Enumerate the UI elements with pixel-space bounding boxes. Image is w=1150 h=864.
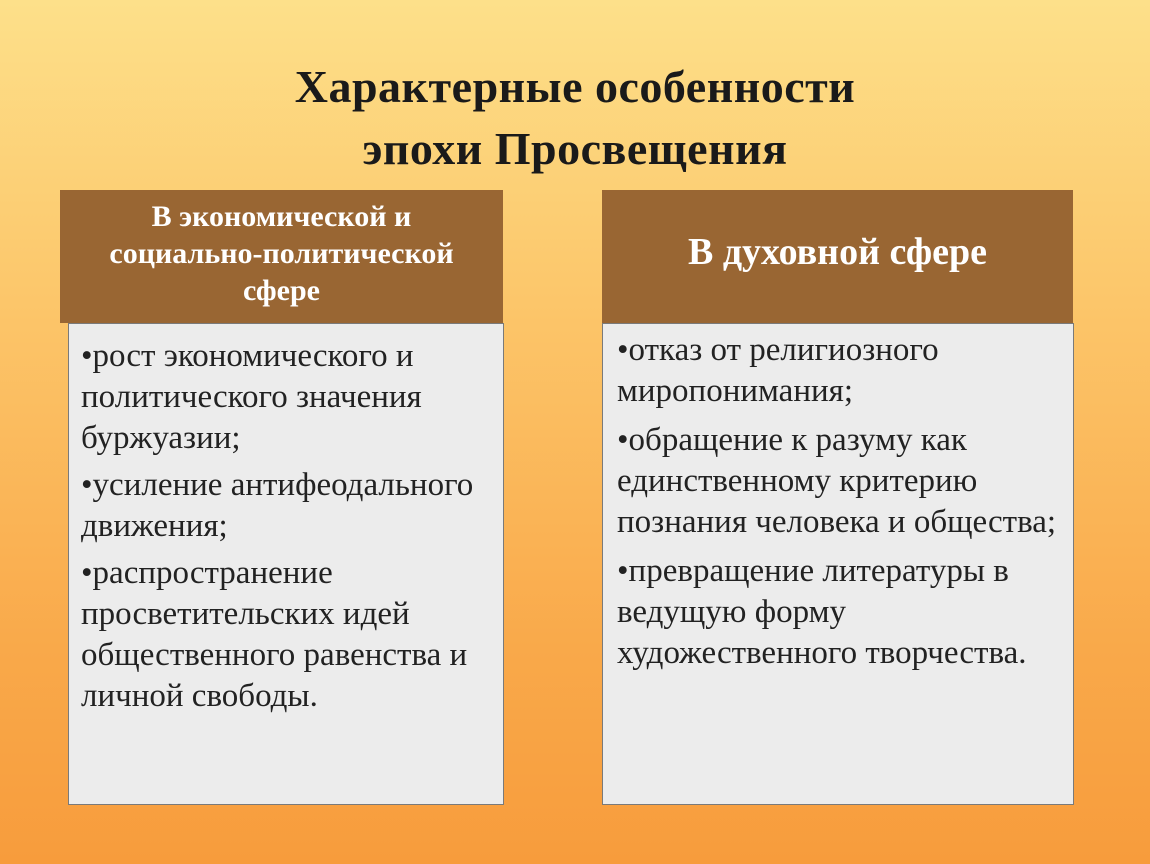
page-title-line-2: эпохи Просвещения: [362, 123, 788, 174]
left-list-item: •распространение просветительских идей общественного равенства и личной свободы.: [81, 555, 468, 714]
right-list-item: •отказ от религиозного миропонимания;: [617, 332, 939, 409]
left-column-header-text: В экономической и социально-политической сфере: [109, 200, 454, 307]
right-column-header: [602, 190, 1073, 323]
page-title-line-1: Характерные особенности: [294, 61, 856, 112]
right-list-item: •превращение литературы в ведущую форму художественного творчества.: [617, 553, 1027, 671]
page-title: [0, 56, 1150, 180]
left-list-item: •усиление антифеодального движения;: [81, 467, 474, 544]
right-list-item: •обращение к разуму как единственному критерию познания человека и общества;: [617, 422, 1057, 540]
left-list-item: •рост экономического и политического значения буржуазии;: [81, 338, 422, 456]
right-column-header-text: В духовной сфере: [687, 230, 987, 273]
left-column-header: [60, 190, 503, 323]
left-column-body: [68, 323, 504, 805]
right-column-body: [602, 323, 1074, 805]
